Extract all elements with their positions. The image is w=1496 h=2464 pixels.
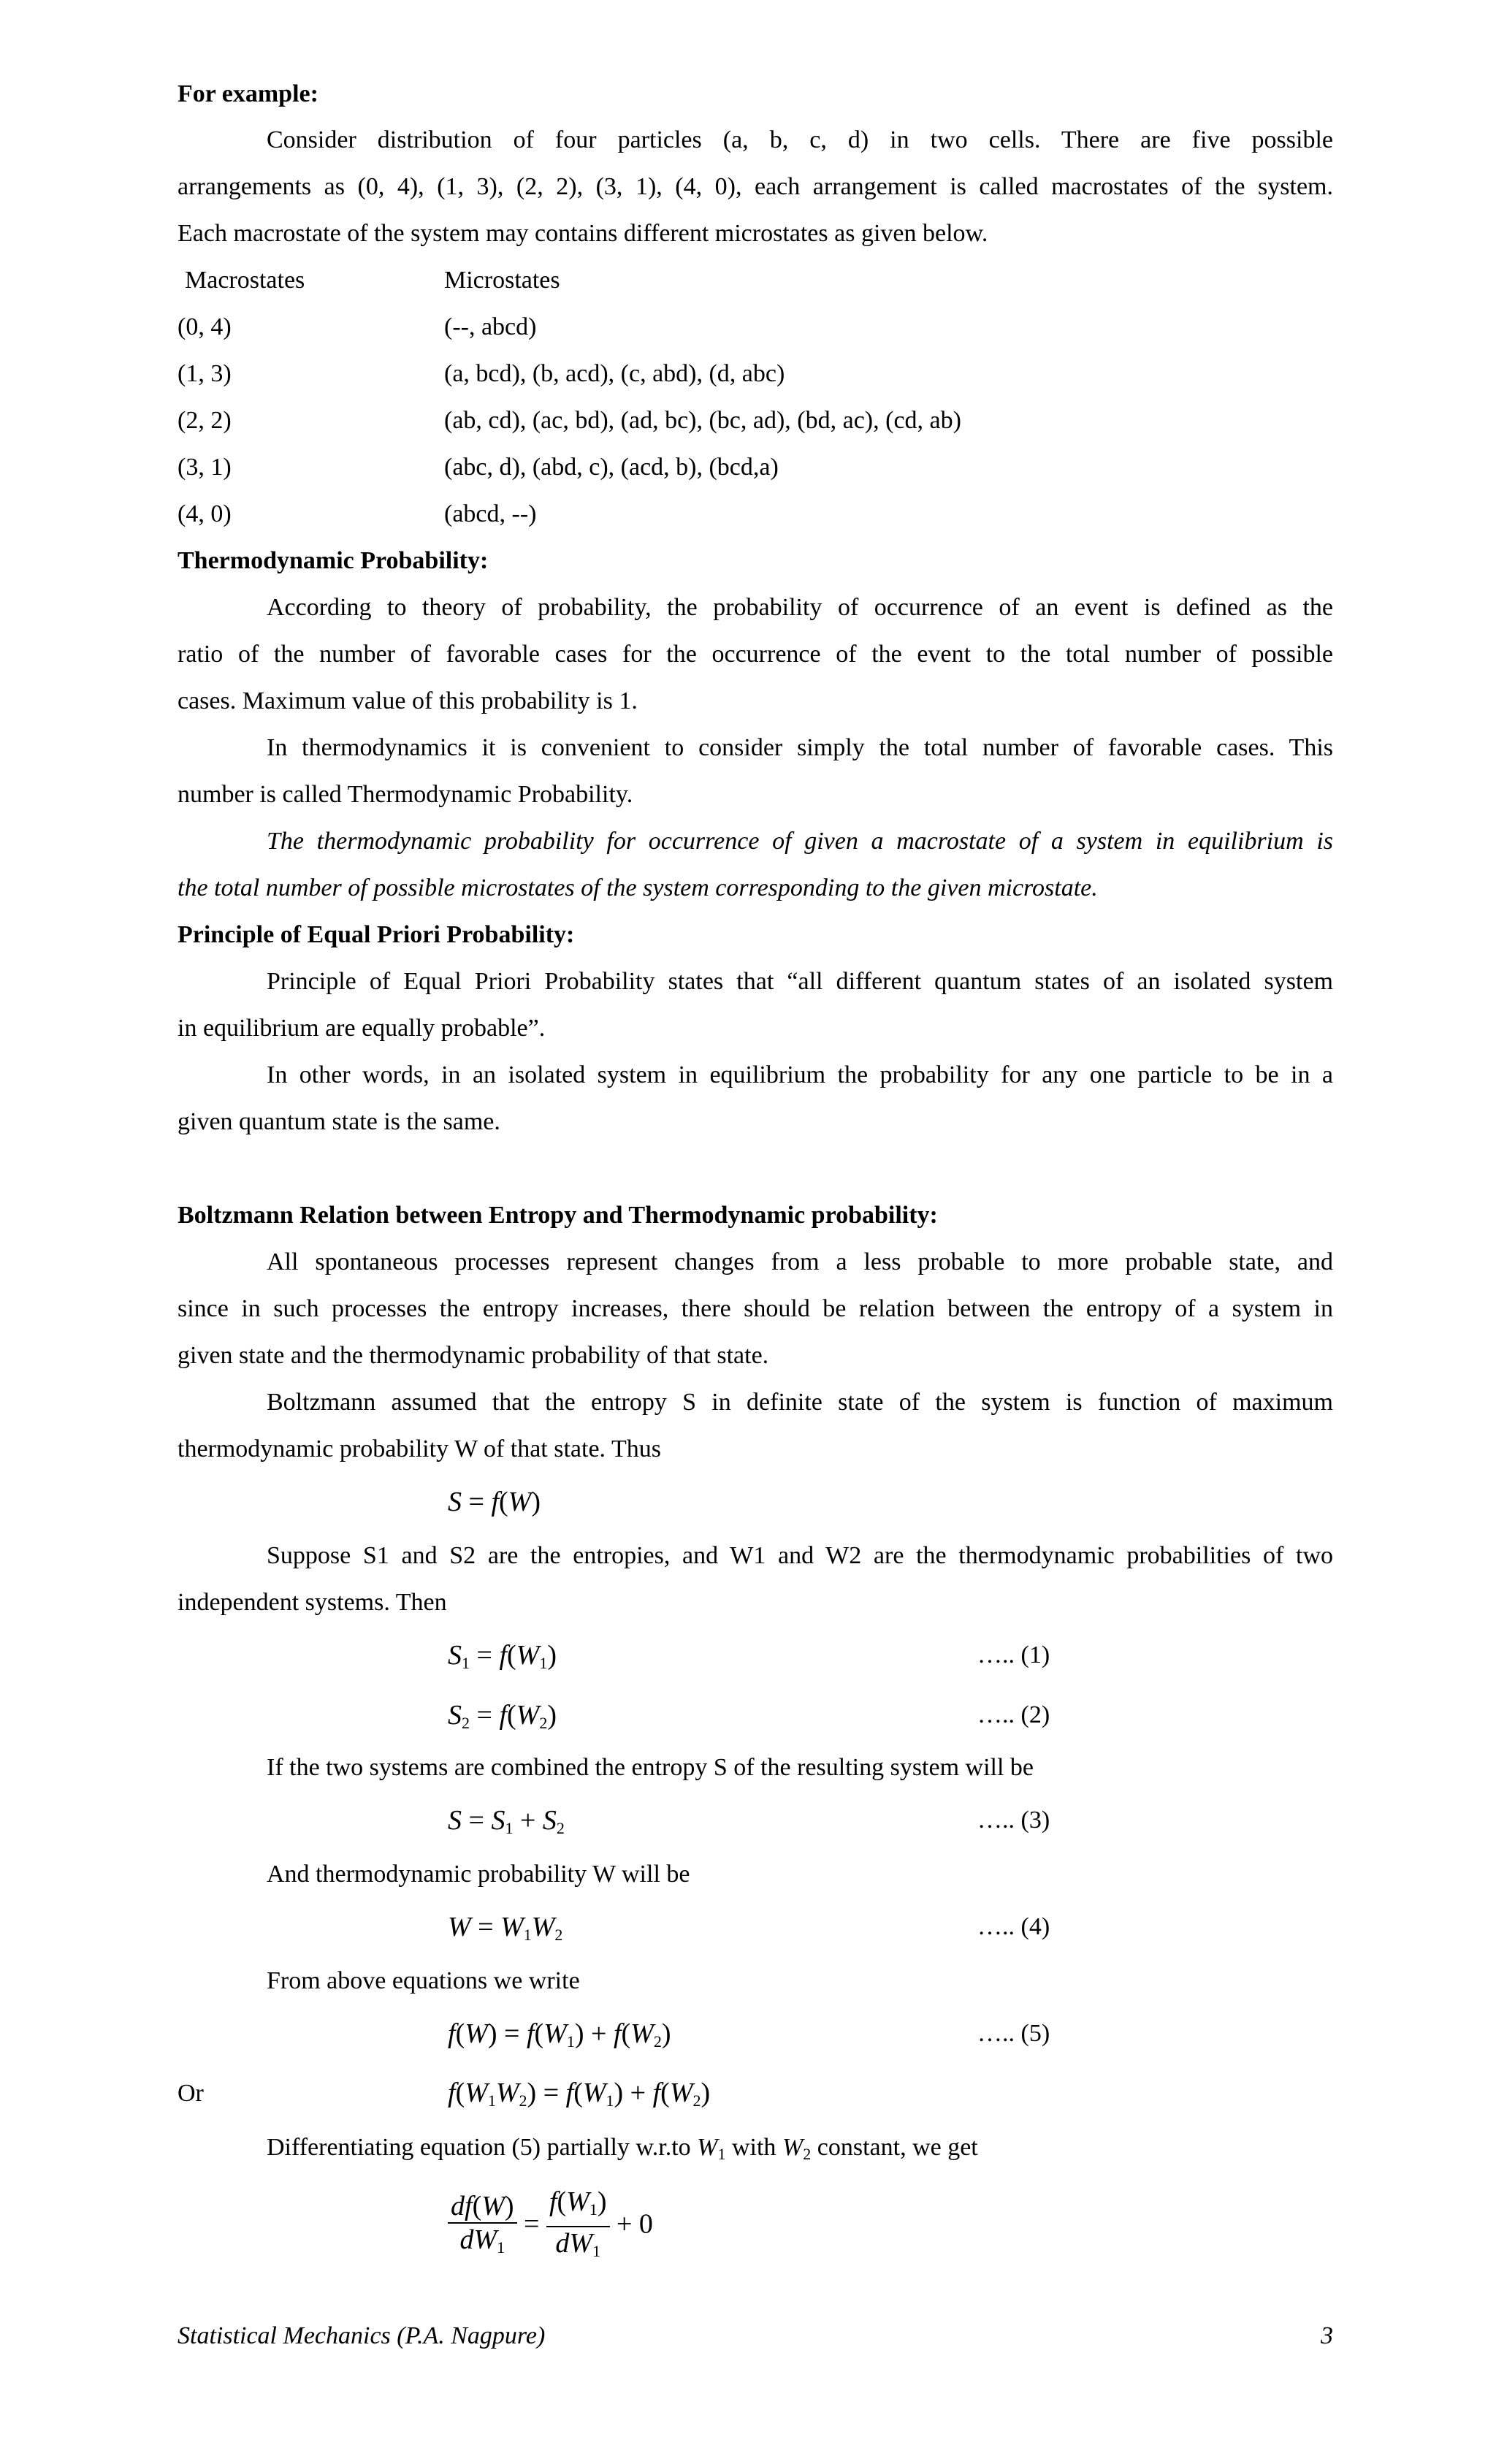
equation-number-5: ….. (5) — [977, 2020, 1050, 2047]
equation-number-3: ….. (3) — [977, 1807, 1050, 1834]
priori-paragraph-line: given quantum state is the same. — [178, 1108, 500, 1135]
boltzmann-paragraph-line: thermodynamic probability W of that state. Thus — [178, 1435, 661, 1462]
section-heading-example: For example: — [178, 80, 318, 107]
table-cell-macro: (0, 4) — [178, 313, 232, 340]
thermo-paragraph-line: In thermodynamics it is convenient to consider simply the total number of favorable cases. This — [267, 734, 1333, 761]
or-label: Or — [178, 2080, 204, 2107]
equation-s-f-w: S = f(W) — [448, 1487, 541, 1517]
priori-paragraph-line: Principle of Equal Priori Probability states that “all different quantum states of an isolated system — [267, 968, 1333, 995]
thermo-definition-line: the total number of possible microstates of the system corresponding to the given microstate. — [178, 874, 1098, 901]
table-header-microstates: Microstates — [444, 267, 560, 294]
table-cell-micro: (ab, cd), (ac, bd), (ad, bc), (bc, ad), (bd, ac), (cd, ab) — [444, 407, 961, 434]
boltzmann-paragraph-line: given state and the thermodynamic probability of that state. — [178, 1342, 769, 1369]
boltzmann-paragraph-line: If the two systems are combined the entropy S of the resulting system will be — [267, 1754, 1034, 1781]
boltzmann-paragraph-line: Boltzmann assumed that the entropy S in definite state of the system is function of maximum — [267, 1389, 1333, 1416]
table-cell-macro: (3, 1) — [178, 454, 232, 481]
section-heading-thermodynamic-probability: Thermodynamic Probability: — [178, 547, 489, 574]
example-paragraph-line: Each macrostate of the system may contains different microstates as given below. — [178, 220, 988, 247]
thermo-paragraph-line: cases. Maximum value of this probability is 1. — [178, 687, 638, 714]
equation-number-1: ….. (1) — [977, 1641, 1050, 1668]
example-paragraph-line: Consider distribution of four particles (a, b, c, d) in two cells. There are five possible — [267, 126, 1333, 153]
boltzmann-differentiate-line: Differentiating equation (5) partially w.r.to $W_1$ with $W_2$ constant, we get — [267, 2134, 978, 2163]
table-cell-micro: (a, bcd), (b, acd), (c, abd), (d, abc) — [444, 360, 785, 387]
equation-number-2: ….. (2) — [977, 1701, 1050, 1728]
equation-5: $f(W) = f(W_1) + f(W_2)$ — [448, 2018, 671, 2051]
page-footer — [178, 2322, 1333, 2351]
table-cell-macro: (2, 2) — [178, 407, 232, 434]
equation-5-alt: $f(W_1W_2) = f(W_1) + f(W_2)$ — [448, 2078, 711, 2110]
footer-title: Statistical Mechanics (P.A. Nagpure) — [178, 2322, 546, 2349]
boltzmann-paragraph-line: independent systems. Then — [178, 1589, 447, 1616]
equation-4: $W = W_1W_2$ — [448, 1912, 563, 1944]
section-heading-equal-priori: Principle of Equal Priori Probability: — [178, 921, 575, 948]
equation-2: $S_2 = f(W_2)$ — [448, 1700, 557, 1732]
thermo-paragraph-line: number is called Thermodynamic Probability. — [178, 781, 633, 808]
priori-paragraph-line: In other words, in an isolated system in equilibrium the probability for any one particle to be in a — [267, 1061, 1333, 1088]
boltzmann-paragraph-line: And thermodynamic probability W will be — [267, 1861, 690, 1888]
priori-paragraph-line: in equilibrium are equally probable”. — [178, 1015, 546, 1042]
table-cell-macro: (4, 0) — [178, 500, 232, 527]
thermo-paragraph-line: ratio of the number of favorable cases for the occurrence of the event to the total number of possible — [178, 641, 1333, 668]
boltzmann-paragraph-line: All spontaneous processes represent changes from a less probable to more probable state, and — [267, 1248, 1333, 1275]
table-cell-micro: (abcd, --) — [444, 500, 537, 527]
equation-number-4: ….. (4) — [977, 1913, 1050, 1940]
section-heading-boltzmann: Boltzmann Relation between Entropy and Thermodynamic probability: — [178, 1202, 938, 1229]
equation-3: $S = S_1 + S_2$ — [448, 1805, 565, 1837]
table-cell-macro: (1, 3) — [178, 360, 232, 387]
boltzmann-paragraph-line: From above equations we write — [267, 1967, 580, 1994]
thermo-definition-line: The thermodynamic probability for occurrence of given a macrostate of a system in equilibrium is — [267, 828, 1333, 855]
boltzmann-paragraph-line: Suppose S1 and S2 are the entropies, and W1 and W2 are the thermodynamic probabilities of two — [267, 1542, 1333, 1569]
equation-1: $S_1 = f(W_1)$ — [448, 1640, 557, 1672]
equation-derivative: $\frac{df(W)}{dW_1}$ = $\frac{f(W_1)}{dW_1}$ + 0 — [448, 2186, 653, 2267]
page-number: 3 — [1321, 2322, 1333, 2349]
table-cell-micro: (--, abcd) — [444, 313, 537, 340]
thermo-paragraph-line: According to theory of probability, the probability of occurrence of an event is defined as the — [267, 594, 1333, 621]
boltzmann-paragraph-line: since in such processes the entropy increases, there should be relation between the entropy of a system in — [178, 1295, 1333, 1322]
table-header-macrostates: Macrostates — [185, 267, 305, 294]
example-paragraph-line: arrangements as (0, 4), (1, 3), (2, 2), (3, 1), (4, 0), each arrangement is called macrostates of the system. — [178, 173, 1333, 200]
table-cell-micro: (abc, d), (abd, c), (acd, b), (bcd,a) — [444, 454, 779, 481]
